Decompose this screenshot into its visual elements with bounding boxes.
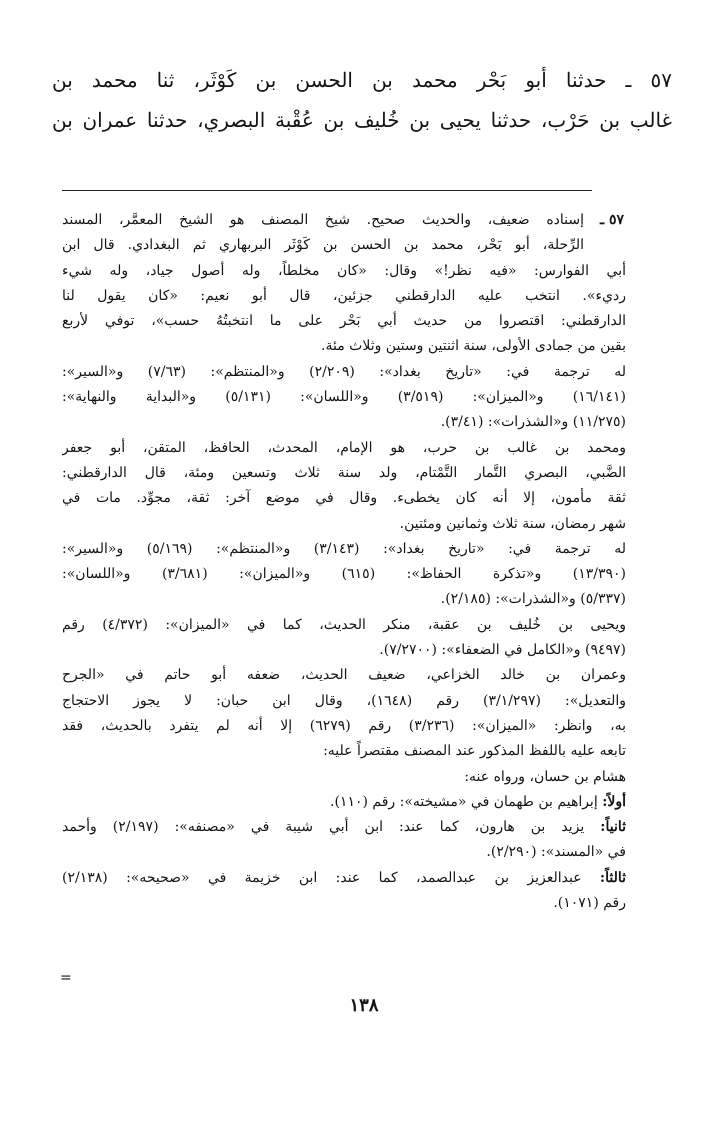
footnote-line: له ترجمة في: «تاريخ بغداد»: (٣/١٤٣) و«المنتظم»: (٥/١٦٩) و«السير»: [62,540,626,557]
continuation-mark: = [60,970,72,986]
footnote-line: إسناده ضعيف، والحديث صحيح. شيخ المصنف هو الشيخ المعمَّر، المسند [62,212,584,228]
footnote-line: أبي الفوارس: «فيه نظر!» وقال: «كان مخلطاً، وله أصول جياد، وله شيء [62,262,626,279]
page-number: ١٣٨ [349,995,379,1016]
main-text [52,60,672,140]
footnote-line: الرِّحلة، أبو بَحْر، محمد بن الحسن بن كَوْثَر البربهاري ثم البغدادي. قال ابن [62,237,584,254]
main-text-line: ٥٧ ـ حدثنا أبو بَحْر محمد بن الحسن بن كَوْثَر، ثنا محمد بن [52,68,672,92]
footnote-line: الضَّبي، البصري التَّمار التَّمْتام، ولد سنة ثلاث وتسعين ومئة، قال الدارقطني: [62,464,626,481]
ordinal-text: إبراهيم بن طهمان في «مشيخته»: رقم (١١٠). [330,793,603,810]
footnote-line: (١٣/٣٩٠) و«تذكرة الحفاظ»: (٦١٥) و«الميزان»: (٣/٦٨١) و«اللسان»: [62,566,626,583]
footnote-line: له ترجمة في: «تاريخ بغداد»: (٢/٢٠٩) و«المنتظم»: (٧/٦٣) و«السير»: [62,363,626,380]
ordinal-text: عبدالعزيز بن عبدالصمد، كما عند: ابن خزيمة في «صحيحه»: (٢/١٣٨) [62,869,600,886]
footnote-line: بقين من جمادى الأولى، سنة اثنتين وستين وثلاث مئة. [321,338,626,355]
main-text-line: غالب بن حَرْب، حدثنا يحيى بن خُليف بن عُقْبة البصري، حدثنا عمران بن [52,108,672,132]
footnote-numbered-line [62,815,626,840]
footnote-line: وعمران بن خالد الخزاعي، ضعيف الحديث، ضعفه أبو حاتم في «الجرح [62,667,626,684]
footnote-line: (١١/٢٧٥) و«الشذرات»: (٣/٤١). [440,414,626,431]
footnote-line: هشام بن حسان، ورواه عنه: [464,768,626,785]
footnote-line: (١٦/١٤١) و«الميزان»: (٣/٥١٩) و«اللسان»: (٥/١٣١) و«البداية والنهاية»: [62,389,626,406]
footnote-numbered-line [62,891,626,916]
footnote-line: تابعه عليه باللفظ المذكور عند المصنف مقتصراً عليه: [323,743,626,760]
footnotes-block [62,208,626,916]
footnote-line: رديء». انتخب عليه الدارقطني جزئين، قال أبو نعيم: «كان يقول لنا [62,287,626,304]
footnote-line: (٥/٣٣٧) و«الشذرات»: (٢/١٨٥). [440,591,626,608]
footnote-line: (٩٤٩٧) و«الكامل في الضعفاء»: (٧/٢٧٠٠). [379,642,626,659]
footnote-separator [62,190,592,191]
ordinal-text: يزيد بن هارون، كما عند: ابن أبي شيبة في «مصنفه»: (٢/١٩٧) وأحمد [62,819,601,836]
ordinal-label: ثانياً: [600,819,626,836]
ordinal-label: ثالثاً: [599,869,626,886]
footnote-line: شهر رمضان، سنة ثلاث وثمانين ومئتين. [399,515,626,532]
ordinal-text: في «المسند»: (٢/٢٩٠). [486,844,626,861]
footnote-numbered-line [62,790,626,815]
footnote-numbered-line [62,866,626,891]
ordinal-text: رقم (١٠٧١). [553,895,626,912]
footnote-line: به، وانظر: «الميزان»: (٣/٢٣٦) رقم (٦٢٧٩) إلا أنه لم يتفرد بالحديث، فقد [62,717,626,734]
footnote-line: ومحمد بن غالب بن حرب، هو الإمام، المحدث، الحافظ، المتقن، أبو جعفر [62,439,626,456]
footnote-line: ويحيى بن خُليف بن عقبة، منكر الحديث، كما في «الميزان»: (٤/٣٧٢) رقم [62,616,626,633]
footnote-line: ثقة مأمون، إلا أنه كان يخطىء. وقال في موضع آخر: ثقة، مجوِّد. مات في [62,490,626,507]
footnote-line: والتعديل»: (٣/١/٢٩٧) رقم (١٦٤٨)، وقال ابن حبان: لا يجوز الاحتجاج [62,692,626,709]
footnote-line: الدارقطني: اقتصروا من حديث أبي بَحْر على ما انتخبتُهُ حسب»، توفي لأربع [62,313,626,330]
footnote-number: ٥٧ ـ [599,212,624,228]
footnote-numbered-line [62,840,626,865]
ordinal-label: أولاً: [602,793,626,810]
